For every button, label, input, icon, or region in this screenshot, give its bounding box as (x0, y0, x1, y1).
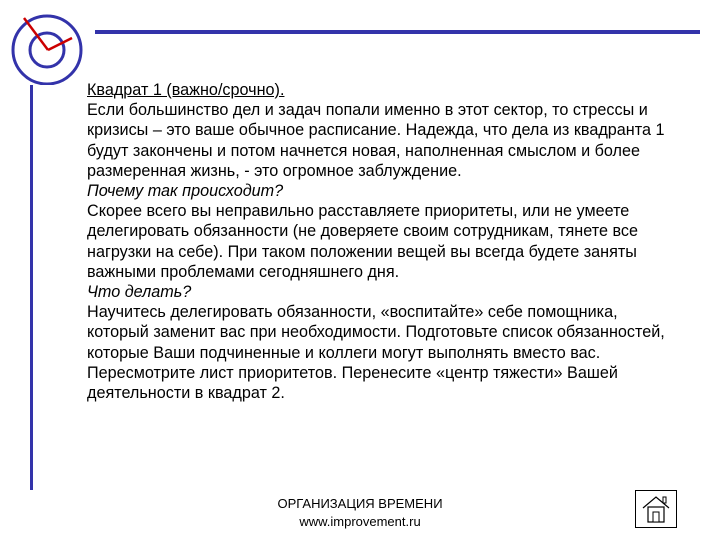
slide-footer (180, 495, 540, 531)
footer-url[interactable]: www.improvement.ru (299, 514, 421, 529)
footer-title: ОРГАНИЗАЦИЯ ВРЕМЕНИ (277, 496, 443, 511)
question-why: Почему так происходит? (87, 182, 284, 201)
body-paragraph-2: Скорее всего вы неправильно расставляете приоритеты, или не умеете делегировать обязанности (не доверяете своим сотрудникам, тянете все нагрузки на себе). При таком положении вещей вы всегда будете заняты важными проблемами сегодняшнего дня. (87, 202, 638, 281)
top-divider (95, 30, 700, 34)
home-icon (636, 491, 676, 527)
left-divider (30, 85, 33, 490)
body-paragraph-3: Научитесь делегировать обязанности, «воспитайте» себе помощника, который заменит вас при необходимости. Подготовьте список обязанностей, которые Ваши подчиненные и коллеги могут выполнять вместо вас. Пересмотрите лист приоритетов. Перенесите «центр тяжести» Вашей деятельности в квадрат 2. (87, 303, 665, 403)
question-what-to-do: Что делать? (87, 283, 192, 302)
body-paragraph-1: Если большинство дел и задач попали именно в этот сектор, то стрессы и кризисы – это ваше обычное расписание. Надежда, что дела из квадранта 1 будут закончены и потом начнется новая, наполненная смыслом и более размеренная жизнь, - это огромное заблуждение. (87, 101, 665, 180)
clock-logo-icon (10, 10, 85, 85)
slide-body (87, 80, 667, 403)
slide-heading: Квадрат 1 (важно/срочно). (87, 81, 285, 99)
home-button[interactable] (635, 490, 677, 528)
